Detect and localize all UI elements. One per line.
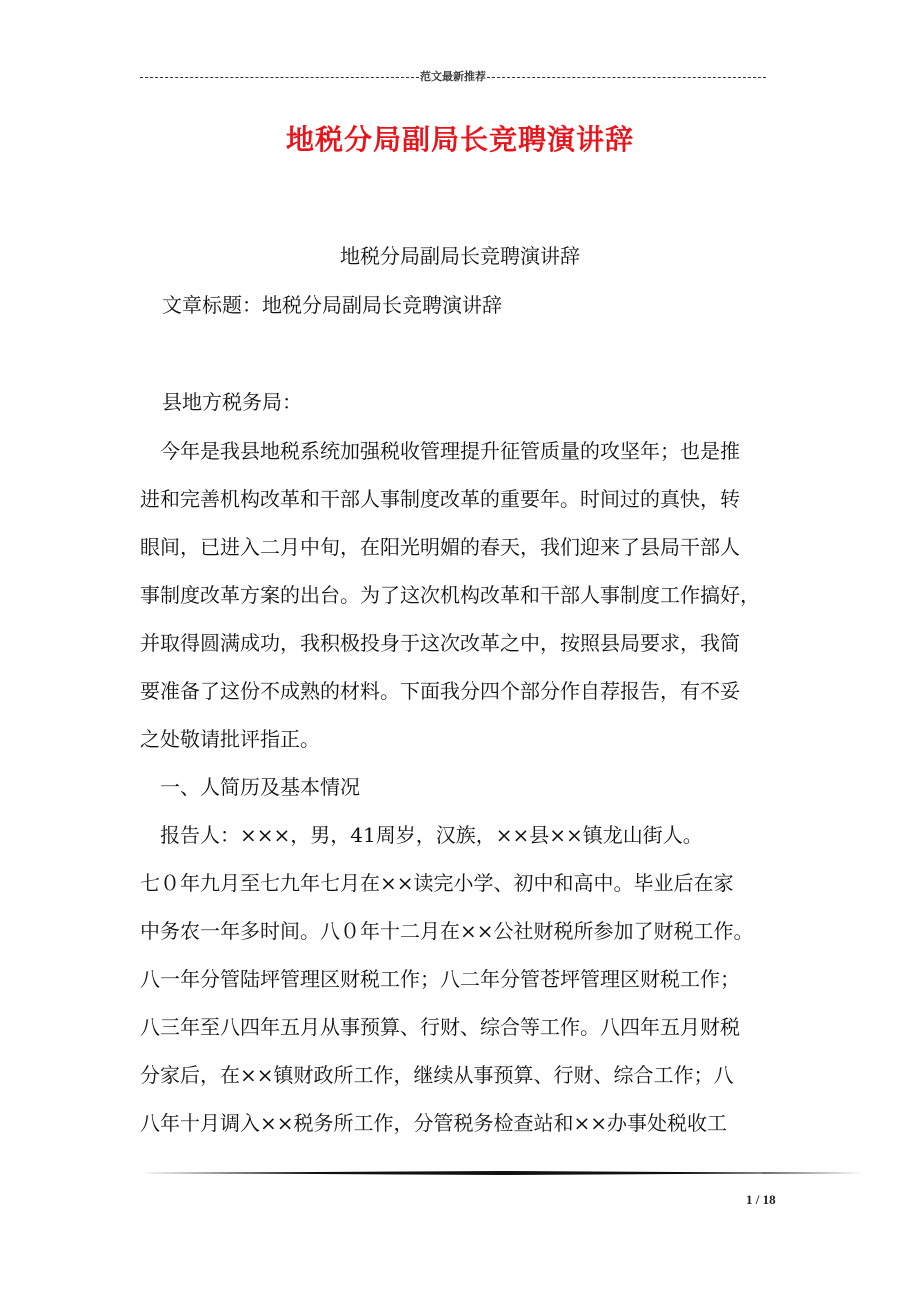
- paragraph-intro: [140, 436, 790, 1156]
- article-title-label: 文章标题：地税分局副局长竞聘演讲辞: [162, 293, 502, 317]
- footer-divider: [140, 1171, 864, 1175]
- paragraph-line: 分家后，在××镇财政所工作，继续从事预算、行财、综合工作；八: [140, 1063, 734, 1087]
- header-dash-right: [487, 77, 766, 78]
- main-title: 地税分局副局长竞聘演讲辞: [285, 123, 634, 156]
- subtitle: 地税分局副局长竞聘演讲辞: [340, 244, 580, 268]
- header-label: 范文最新推荐: [420, 70, 486, 83]
- header-rule: [140, 70, 766, 84]
- paragraph-line: 报告人：×××，男，41周岁，汉族，××县××镇龙山街人。: [140, 823, 703, 847]
- paragraph-line: 之处敬请批评指正。: [140, 727, 320, 751]
- paragraph-line: 今年是我县地税系统加强税收管理提升征管质量的攻坚年；也是推: [140, 439, 740, 463]
- header-dash-left: [140, 77, 419, 78]
- paragraph-line: 中务农一年多时间。八０年十二月在××公社财税所参加了财税工作。: [140, 919, 754, 943]
- paragraph-line: 进和完善机构改革和干部人事制度改革的重要年。时间过的真快，转: [140, 487, 740, 511]
- paragraph-line: 事制度改革方案的出台。为了这次机构改革和干部人事制度工作搞好，: [140, 583, 760, 607]
- paragraph-line: 并取得圆满成功，我积极投身于这次改革之中，按照县局要求，我简: [140, 631, 740, 655]
- paragraph-line: 眼间，已进入二月中旬，在阳光明媚的春天，我们迎来了县局干部人: [140, 535, 740, 559]
- section-heading: 一、人简历及基本情况: [140, 775, 360, 799]
- paragraph-line: 要准备了这份不成熟的材料。下面我分四个部分作自荐报告，有不妥: [140, 679, 740, 703]
- salutation: 县地方税务局：: [162, 390, 302, 414]
- paragraph-line: 八年十月调入××税务所工作，分管税务检查站和××办事处税收工: [140, 1111, 728, 1135]
- paragraph-line: 八一年分管陆坪管理区财税工作；八二年分管苍坪管理区财税工作；: [140, 967, 740, 991]
- paragraph-line: 八三年至八四年五月从事预算、行财、综合等工作。八四年五月财税: [140, 1015, 740, 1039]
- page-number: 1 / 18: [746, 1192, 776, 1207]
- paragraph-line: 七０年九月至七九年七月在××读完小学、初中和高中。毕业后在家: [140, 871, 734, 895]
